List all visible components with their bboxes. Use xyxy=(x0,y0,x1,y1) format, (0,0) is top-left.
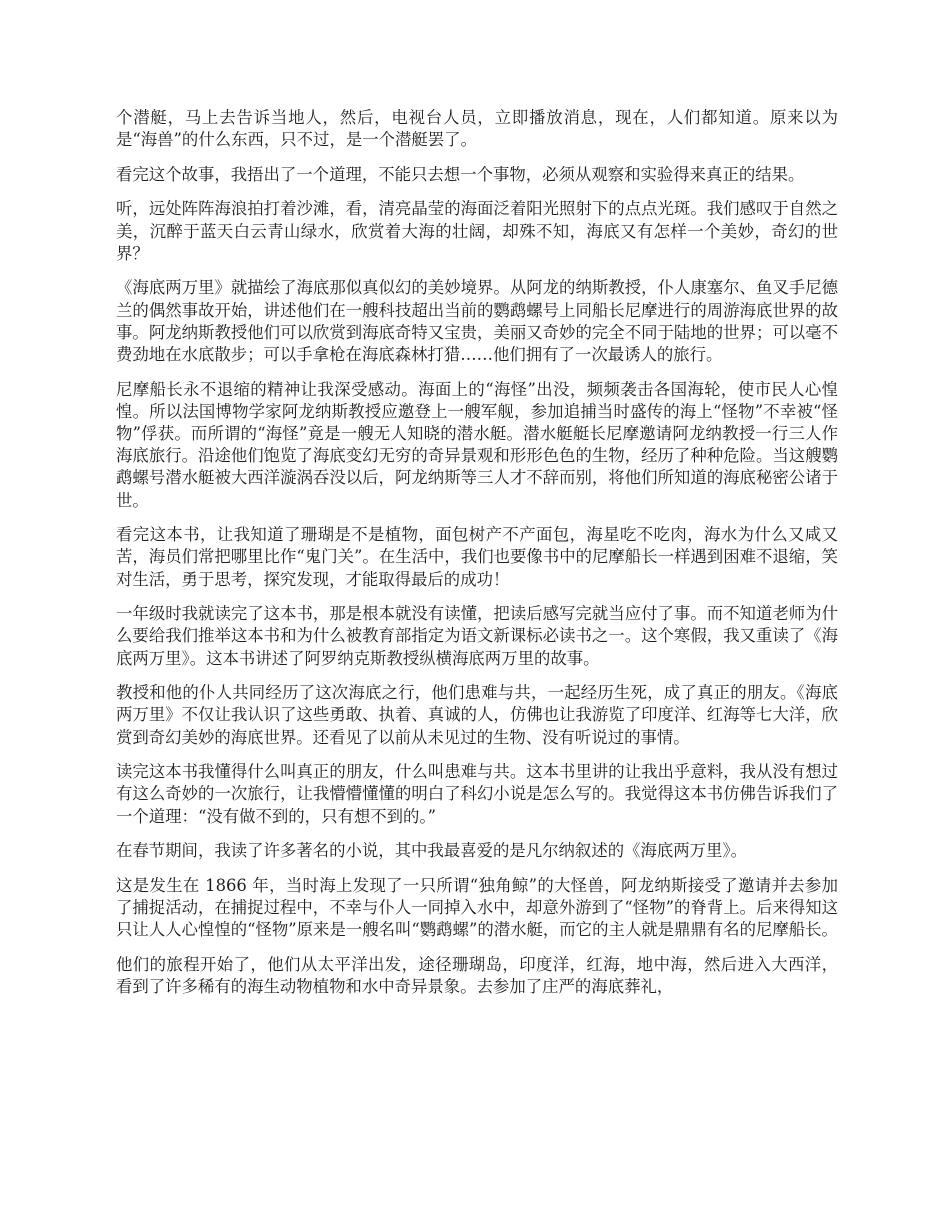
paragraph-9: 读完这本书我懂得什么叫真正的朋友，什么叫患难与共。这本书里讲的让我出乎意料，我从没有想过有这么奇妙的一次旅行，让我懵懵懂懂的明白了科幻小说是怎么写的。我觉得这本书仿佛告诉我们了一个道理：“没有做不到的，只有想不到的。” xyxy=(116,762,838,826)
document-page xyxy=(116,107,838,1207)
paragraph-8: 教授和他的仆人共同经历了这次海底之行，他们患难与共，一起经历生死，成了真正的朋友。《海底两万里》不仅让我认识了这些勇敢、执着、真诚的人，仿佛也让我游览了印度洋、红海等七大洋，欣赏到奇幻美妙的海底世界。还看见了以前从未见过的生物、没有听说过的事情。 xyxy=(116,683,838,747)
paragraph-5: 尼摩船长永不退缩的精神让我深受感动。海面上的“海怪”出没，频频袭击各国海轮，使市民人心惶惶。所以法国博物学家阿龙纳斯教授应邀登上一艘军舰，参加追捕当时盛传的海上“怪物”不幸被“怪物”俘获。而所谓的“海怪”竟是一艘无人知晓的潜水艇。潜水艇艇长尼摩邀请阿龙纳教授一行三人作海底旅行。沿途他们饱览了海底变幻无穷的奇异景观和形形色色的生物，经历了种种危险。当这艘鹦鹉螺号潜水艇被大西洋漩涡吞没以后，阿龙纳斯等三人才不辞而别，将他们所知道的海底秘密公诸于世。 xyxy=(116,379,838,510)
paragraph-10: 在春节期间，我读了许多著名的小说，其中我最喜爱的是凡尔纳叙述的《海底两万里》。 xyxy=(116,841,748,861)
paragraph-1: 个潜艇，马上去告诉当地人，然后，电视台人员，立即播放消息，现在，人们都知道。原来以为是“海兽”的什么东西，只不过，是一个潜艇罢了。 xyxy=(116,108,838,150)
paragraph-11: 这是发生在 1866 年，当时海上发现了一只所谓“独角鲸”的大怪兽，阿龙纳斯接受了邀请并去参加了捕捉活动，在捕捉过程中，不幸与仆人一同掉入水中，却意外游到了“怪物”的脊背上。后来得知这只让人人心惶惶的“怪物”原来是一艘名叫“鹦鹉螺”的潜水艇，而它的主人就是鼎鼎有名的尼摩船长。 xyxy=(116,875,838,940)
paragraph-4: 《海底两万里》就描绘了海底那似真似幻的美妙境界。从阿龙的纳斯教授，仆人康塞尔、鱼叉手尼德兰的偶然事故开始，讲述他们在一艘科技超出当前的鹦鹉螺号上同船长尼摩进行的周游海底世界的故事。阿龙纳斯教授他们可以欣赏到海底奇特又宝贵，美丽又奇妙的完全不同于陆地的世界；可以毫不费劲地在水底散步；可以手拿枪在海底森林打猎……他们拥有了一次最诱人的旅行。 xyxy=(116,278,838,364)
paragraph-12: 他们的旅程开始了，他们从太平洋出发，途径珊瑚岛，印度洋，红海，地中海，然后进入大西洋， 看到了许多稀有的海生动物植物和水中奇异景象。去参加了庄严的海底葬礼， xyxy=(116,954,838,996)
paragraph-6: 看完这本书，让我知道了珊瑚是不是植物，面包树产不产面包，海星吃不吃肉，海水为什么又咸又苦，海员们常把哪里比作“鬼门关”。在生活中，我们也要像书中的尼摩船长一样遇到困难不退缩，笑对生活，勇于思考，探究发现，才能取得最后的成功！ xyxy=(116,525,838,589)
paragraph-7: 一年级时我就读完了这本书，那是根本就没有读懂，把读后感写完就当应付了事。而不知道老师为什么要给我们推举这本书和为什么被教育部指定为语文新课标必读书之一。这个寒假，我又重读了《海底两万里》。这本书讲述了阿罗纳克斯教授纵横海底两万里的故事。 xyxy=(116,604,838,668)
paragraph-3: 听，远处阵阵海浪拍打着沙滩，看，清亮晶莹的海面泛着阳光照射下的点点光斑。我们感叹于自然之美，沉醉于蓝天白云青山绿水，欣赏着大海的壮阔，却殊不知，海底又有怎样一个美妙，奇幻的世界？ xyxy=(116,199,838,263)
paragraph-2: 看完这个故事，我捂出了一个道理，不能只去想一个事物，必须从观察和实验得来真正的结果。 xyxy=(116,164,805,184)
